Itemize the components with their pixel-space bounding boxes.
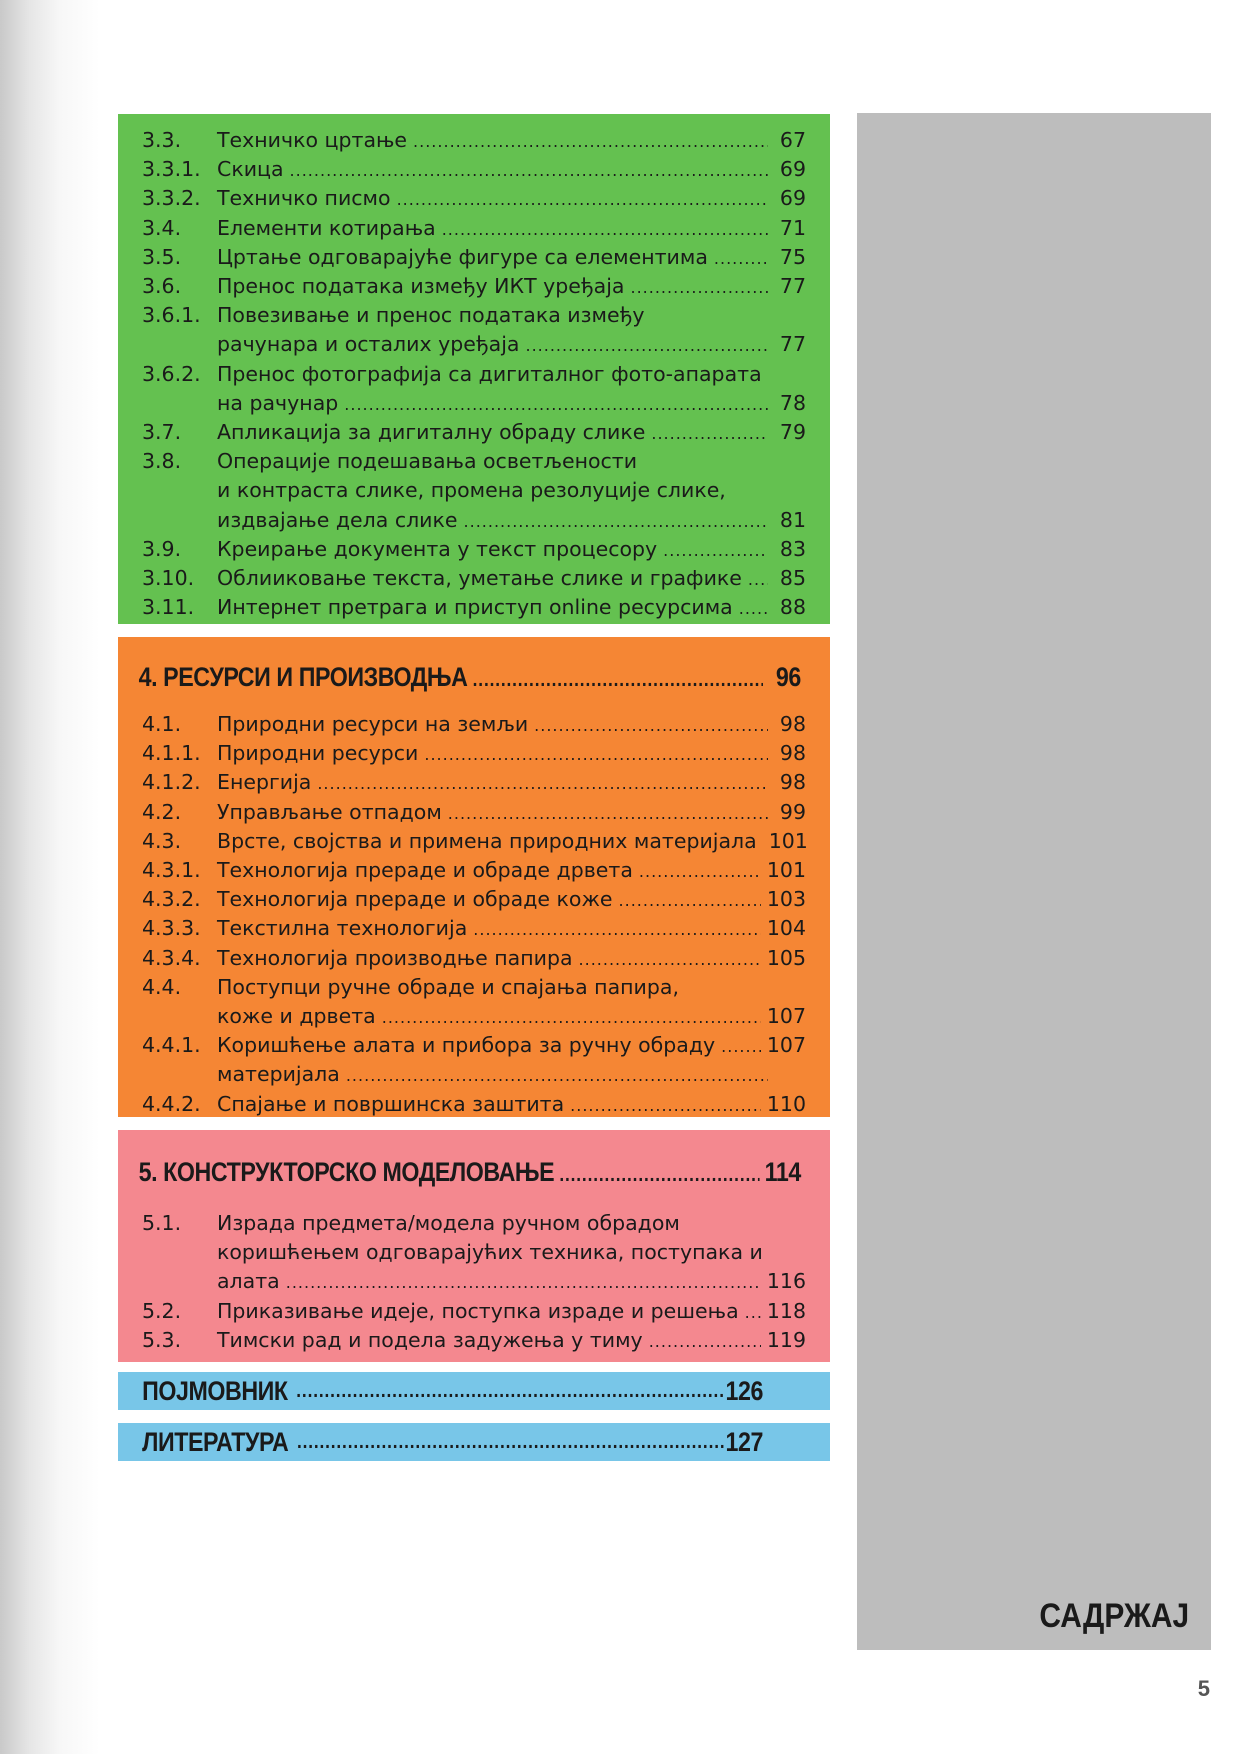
toc-entry-number: 4.4.1.: [142, 1033, 201, 1058]
toc-entry-title: Операције подешавања осветљености: [217, 449, 638, 474]
toc-entry-title: и контраста слике, промена резолуције слике,: [217, 478, 726, 503]
toc-entry-title: Техничко цртање: [217, 128, 408, 152]
leader-dots: [442, 215, 768, 244]
toc-entry-page: 107: [766, 1004, 806, 1029]
toc-entry[interactable]: [118, 1090, 830, 1119]
toc-entry[interactable]: [118, 710, 830, 739]
leader-dots: [448, 799, 768, 828]
toc-entry-title: Скица: [217, 157, 284, 182]
toc-entry-page: 81: [779, 507, 806, 532]
toc-entry-number: 3.6.: [142, 274, 182, 299]
toc-entry-page: 98: [779, 741, 806, 766]
toc-entry-page: 116: [766, 1269, 806, 1294]
toc-entry-page: 99: [779, 799, 806, 824]
toc-entry[interactable]: [118, 243, 830, 272]
leader-dots: [619, 886, 761, 915]
toc-entry-page: 88: [779, 595, 806, 620]
section-5-heading-title: 5. КОНСТРУКТОРСКО МОДЕЛОВАЊЕ: [138, 1157, 555, 1187]
toc-glossary-box: [118, 1372, 830, 1410]
toc-entry-title: Природни ресурси на земљи: [217, 712, 529, 736]
leader-dots: [714, 244, 768, 273]
toc-entry-number: 4.1.1.: [142, 741, 201, 766]
side-panel: [857, 113, 1211, 1650]
toc-entry-title: Технологија производње папира: [217, 945, 573, 970]
leader-dots: [413, 127, 768, 156]
toc-entry-title: Природни ресурси: [217, 741, 419, 766]
section-4-heading-page: 96: [775, 662, 801, 692]
leader-dots: [631, 273, 769, 302]
leader-dots: [473, 915, 761, 944]
toc-entry-number: 4.3.3.: [142, 916, 201, 941]
contents-label: САДРЖАЈ: [1039, 1597, 1189, 1635]
literature-entry[interactable]: [118, 1423, 780, 1461]
toc-entry-title: Технологија прераде и обраде дрвета: [217, 858, 633, 883]
toc-entry-title: Техничко писмо: [217, 186, 391, 211]
toc-entry-number: 4.4.: [142, 974, 182, 999]
toc-entry[interactable]: [118, 1031, 830, 1089]
section-4-heading[interactable]: [118, 657, 821, 700]
leader-dots: [559, 1155, 759, 1195]
toc-entry-page: 110: [766, 1091, 806, 1116]
toc-entry-page: 107: [766, 1033, 806, 1058]
toc-entry-title: Облииковање текста, уметање слике и графике: [217, 565, 742, 590]
toc-entry-title: на рачунар: [217, 390, 339, 415]
toc-entry-number: 3.8.: [142, 449, 182, 474]
toc-entry-page: 67: [779, 128, 806, 152]
glossary-label: ПОЈМОВНИК: [142, 1375, 288, 1406]
toc-entry[interactable]: [118, 564, 830, 593]
toc-entry-page: 69: [779, 186, 806, 211]
toc-entry-title: Пренос фотографија са дигиталног фото-апарата: [217, 361, 762, 386]
toc-entry[interactable]: [118, 1209, 830, 1297]
toc-entry-number: 3.5.: [142, 244, 182, 269]
leader-dots: [663, 536, 768, 565]
leader-dots: [748, 565, 768, 594]
toc-entry-title: Текстилна технологија: [217, 916, 468, 941]
page-number: 5: [1197, 1676, 1210, 1701]
toc-entry-page: 104: [766, 916, 806, 941]
toc-entry-number: 4.3.1.: [142, 858, 201, 883]
toc-entry-page: 101: [766, 858, 806, 883]
toc-entry[interactable]: [118, 184, 830, 213]
toc-entry[interactable]: [118, 360, 830, 418]
toc-entry[interactable]: [118, 944, 830, 973]
toc-entry-number: 4.1.2.: [142, 770, 201, 795]
glossary-page: 126: [725, 1375, 763, 1406]
toc-literature-box: [118, 1423, 830, 1461]
toc-entry[interactable]: [118, 447, 830, 535]
leader-dots: [579, 945, 761, 974]
leader-dots: [297, 1431, 724, 1454]
toc-entry[interactable]: [118, 272, 830, 301]
toc-entry-number: 4.3.4.: [142, 945, 201, 970]
toc-entry-number: 4.3.2.: [142, 887, 201, 912]
leader-dots: [286, 1268, 761, 1297]
toc-entry-title: Цртање одговарајуће фигуре са елементима: [217, 244, 708, 269]
toc-entry[interactable]: [118, 739, 830, 768]
literature-page: 127: [725, 1426, 763, 1457]
toc-entry[interactable]: [118, 126, 830, 155]
toc-entry-page: 119: [766, 1327, 806, 1352]
leader-dots: [745, 1298, 761, 1327]
leader-dots: [639, 857, 761, 886]
toc-entry-page: 105: [766, 945, 806, 970]
leader-dots: [570, 1091, 761, 1120]
toc-entry-page: 69: [779, 157, 806, 182]
toc-entry-title: Енергија: [217, 770, 312, 795]
toc-entry[interactable]: [118, 973, 830, 1031]
toc-entry-title: Пренос података између ИКТ уређаја: [217, 274, 625, 299]
toc-entry-page: 78: [779, 390, 806, 415]
toc-entry-title: Интернет претрага и приступ online ресурсима: [217, 595, 733, 620]
toc-entry-number: 5.2.: [142, 1298, 182, 1323]
toc-entry-title: Тимски рад и подела задужења у тиму: [217, 1327, 643, 1352]
leader-dots: [721, 1032, 761, 1061]
toc-entry-number: 4.3.: [142, 828, 182, 853]
toc-entry[interactable]: [118, 535, 830, 564]
toc-entry-number: 3.7.: [142, 419, 182, 444]
toc-entry[interactable]: [118, 1297, 830, 1326]
leader-dots: [296, 1380, 724, 1403]
toc-entry[interactable]: [118, 301, 830, 359]
section-5-heading-page: 114: [764, 1157, 801, 1187]
literature-label: ЛИТЕРАТУРА: [142, 1426, 289, 1457]
toc-entry-number: 3.10.: [142, 565, 195, 590]
toc-entry-page: 103: [766, 887, 806, 912]
toc-entry-page: 101: [768, 828, 808, 853]
leader-dots: [346, 1061, 768, 1090]
toc-entry-number: 5.1.: [142, 1211, 182, 1235]
toc-entry-title: Врсте, својства и примена природних материјала: [217, 828, 757, 853]
leader-dots: [382, 1003, 761, 1032]
toc-entry-number: 3.3.1.: [142, 157, 201, 182]
toc-entry[interactable]: [118, 214, 830, 243]
toc-entry-title: издвајање дела слике: [217, 507, 458, 532]
leader-dots: [526, 331, 769, 360]
toc-entry-title: Спајање и површинска заштита: [217, 1091, 565, 1116]
toc-entry[interactable]: [118, 827, 830, 856]
leader-dots: [317, 769, 768, 798]
toc-entry-page: 77: [779, 274, 806, 299]
toc-entry-page: 79: [779, 419, 806, 444]
toc-entry-title: Приказивање идеје, поступка израде и решења: [217, 1298, 739, 1323]
leader-dots: [651, 419, 768, 448]
toc-entry-title: Повезивање и пренос података између: [217, 303, 645, 328]
glossary-entry[interactable]: [118, 1372, 780, 1410]
toc-entry-number: 5.3.: [142, 1327, 182, 1352]
leader-dots: [424, 740, 768, 769]
toc-entry-number: 3.6.2.: [142, 361, 201, 386]
toc-entry-title: Технологија прераде и обраде коже: [217, 887, 613, 912]
section-4-heading-title: 4. РЕСУРСИ И ПРОИЗВОДЊА: [138, 662, 468, 692]
leader-dots: [397, 185, 768, 214]
toc-section-3-box: [118, 114, 830, 624]
leader-dots: [473, 660, 763, 700]
toc-entry-title: Креирање документа у текст процесору: [217, 536, 658, 561]
section-5-heading[interactable]: [118, 1152, 821, 1195]
toc-entry-title: Елементи котирања: [217, 215, 436, 240]
toc-entry-title: Коришћење алата и прибора за ручну обраду: [217, 1033, 716, 1058]
toc-entry-page: 118: [766, 1298, 806, 1323]
toc-entry-number: 4.2.: [142, 799, 182, 824]
toc-entry[interactable]: [118, 914, 830, 943]
toc-section-5-box: [118, 1130, 830, 1362]
toc-entry-number: 4.1.: [142, 712, 182, 736]
toc-entry-title: рачунара и осталих уређаја: [217, 332, 520, 357]
toc-entry-number: 3.4.: [142, 215, 182, 240]
toc-entry-title: коришћењем одговарајућих техника, поступака и: [217, 1240, 763, 1265]
toc-entry[interactable]: [118, 1326, 830, 1355]
toc-entry[interactable]: [118, 768, 830, 797]
toc-entry[interactable]: [118, 593, 830, 622]
toc-entry-number: 3.6.1.: [142, 303, 201, 328]
toc-entry[interactable]: [118, 798, 830, 827]
leader-dots: [344, 390, 768, 419]
toc-entry-page: 85: [779, 565, 806, 590]
toc-entry[interactable]: [118, 155, 830, 184]
leader-dots: [534, 711, 768, 740]
toc-entry-page: 75: [779, 244, 806, 269]
leader-dots: [649, 1327, 761, 1356]
toc-section-4-box: [118, 637, 830, 1117]
toc-entry-title: алата: [217, 1269, 280, 1294]
toc-entry-number: 3.3.2.: [142, 186, 201, 211]
toc-entry-number: 3.9.: [142, 536, 182, 561]
toc-entry-title: Апликација за дигиталну обраду слике: [217, 419, 646, 444]
toc-entry-number: 3.11.: [142, 595, 195, 620]
toc-entry[interactable]: [118, 418, 830, 447]
leader-dots: [739, 594, 768, 623]
toc-entry-page: 98: [779, 770, 806, 795]
toc-entry[interactable]: [118, 885, 830, 914]
toc-entry-title: коже и дрвета: [217, 1004, 376, 1029]
toc-entry-page: 83: [779, 536, 806, 561]
toc-entry-page: 77: [779, 332, 806, 357]
toc-entry-title: материјала: [217, 1062, 340, 1087]
leader-dots: [464, 507, 768, 536]
toc-entry-number: 4.4.2.: [142, 1091, 201, 1116]
toc-entry-title: Израда предмета/модела ручном обрадом: [217, 1211, 680, 1235]
toc-entry-page: 98: [779, 712, 806, 736]
toc-entry-number: 3.3.: [142, 128, 182, 152]
toc-entry-title: Управљање отпадом: [217, 799, 442, 824]
toc-entry-page: 71: [779, 215, 806, 240]
toc-entry[interactable]: [118, 856, 830, 885]
leader-dots: [290, 156, 768, 185]
toc-entry-title: Поступци ручне обраде и спајања папира,: [217, 974, 679, 999]
